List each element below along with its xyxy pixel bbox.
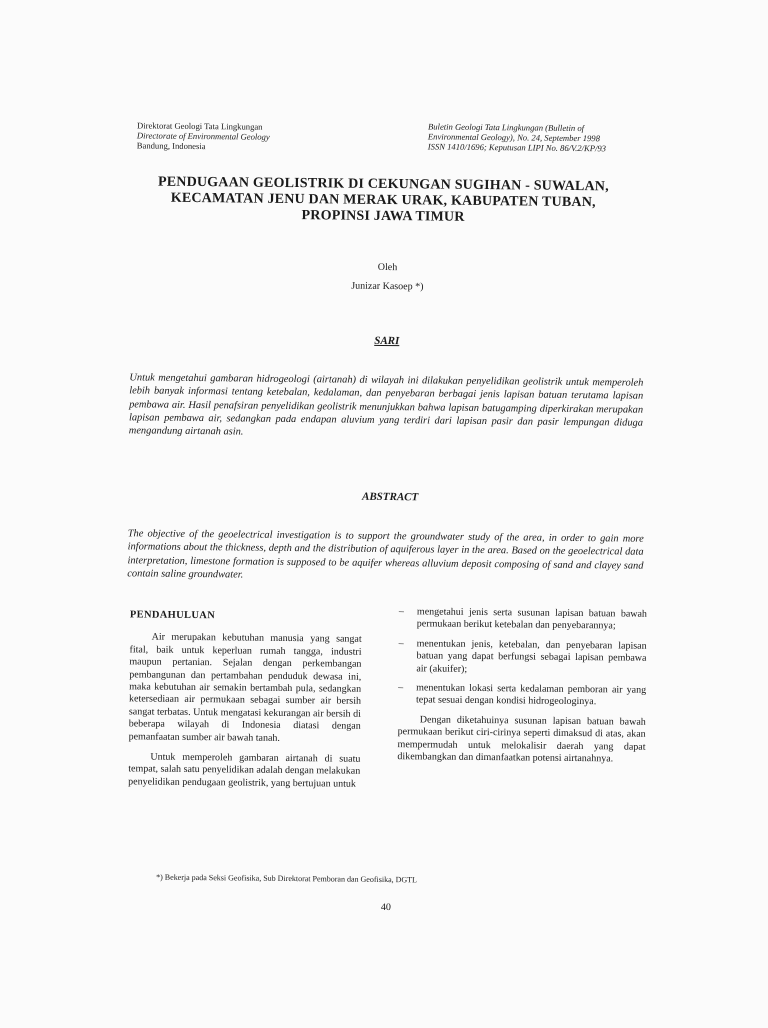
sari-heading: SARI — [374, 334, 400, 348]
paper-title — [133, 174, 633, 227]
author-footnote: *) Bekerja pada Seksi Geofisika, Sub Direktorat Pemboran dan Geofisika, DGTL — [156, 872, 418, 885]
institution-location: Bandung, Indonesia — [136, 140, 206, 152]
journal-header — [428, 121, 658, 153]
left-column — [128, 609, 362, 799]
institution-name-id: Direktorat Geologi Tata Lingkungan — [136, 120, 263, 132]
institution-name-en: Directorate of Environmental Geology — [136, 130, 270, 142]
author-name: Junizar Kasoep *) — [351, 280, 424, 293]
right-column — [397, 606, 647, 774]
sari-text: Untuk mengetahui gambaran hidrogeologi (airtanah) di wilayah ini dilakukan penyelidikan geolistrik untuk memperoleh lebih banyak informasi tentang ketebalan, kedalaman, dan penyebaran berbagai jenis lapisan batuan terutama lapisan pembawa air. Hasil penafsiran penyelidikan geolistrik menunjukkan bahwa lapisan batugamping diperkirakan merupakan lapisan pembawa air, sedangkan pada endapan aluvium yang terdiri dari lapisan pasir dan pasir lempungan diduga mengandung airtanah asin. — [128, 372, 644, 438]
abstract-heading: ABSTRACT — [361, 490, 419, 504]
abstract-text: The objective of the geoelectrical investigation is to support the groundwater study of the area, in order to gain more informations about the thickness, depth and the distribution of aquiferous layer in the area. Based on the geoelectrical data interpretation, limestone formation is supposed to be aquifer whereas alluvium deposit composing of sand and clayey sand contain saline groundwater. — [127, 528, 644, 581]
byline-label: Oleh — [377, 261, 398, 274]
journal-line-3: ISSN 1410/1696; Keputusan LIPI No. 86/V.2/KP/93 — [427, 141, 607, 154]
list-item — [398, 638, 646, 678]
intro-closing-paragraph: Dengan diketahuinya susunan lapisan batuan bawah permukaan berikut ciri-cirinya seperti dimaksud di atas, akan mempermudah untuk melokalisir daerah yang dapat dikembangkan dan dimanfaatkan potensi airtanahnya. — [397, 714, 646, 765]
title-line-2: KECAMATAN JENU DAN MERAK URAK, KABUPATEN TUBAN, — [170, 190, 596, 211]
list-item — [398, 682, 646, 709]
section-heading-pendahuluan: PENDAHULUAN — [129, 609, 216, 622]
list-item-text: menentukan jenis, ketebalan, dan penyebaran lapisan batuan yang dapat berfungsi sebagai lapisan pembawa air (akuifer); — [416, 638, 647, 675]
intro-paragraph-2: Untuk memperoleh gambaran airtanah di suatu tempat, salah satu penyelidikan adalah dengan melakukan penyelidikan pendugaan geolistrik, yang bertujuan untuk — [128, 751, 361, 790]
bullet-dash: – — [398, 682, 404, 694]
journal-line-2: Environmental Geology), No. 24, September 1998 — [427, 131, 600, 144]
bullet-dash: – — [398, 606, 405, 618]
title-line-3: PROPINSI JAWA TIMUR — [301, 208, 465, 225]
list-item-text: menentukan lokasi serta kedalaman pemboran air yang tepat sesuai dengan kondisi hidrogeologinya. — [415, 682, 647, 708]
title-line-1: PENDUGAAN GEOLISTRIK DI CEKUNGAN SUGIHAN - SUWALAN, — [157, 174, 609, 195]
journal-line-1: Buletin Geologi Tata Lingkungan (Bulletin of — [427, 121, 585, 134]
page-number: 40 — [380, 901, 391, 914]
list-item — [399, 606, 647, 633]
institution-header — [137, 120, 270, 151]
intro-paragraph-1: Air merupakan kebutuhan manusia yang sangat fital, baik untuk keperluan rumah tangga, industri maupun pertanian. Sejalan dengan perkembangan pembangunan dan pertambahan penduduk dewasa ini, maka kebutuhan air semakin bertambah pula, sedangkan ketersediaan air permukaan sebagai sumber air bersih sangat terbatas. Untuk mengatasi kekurangan air bersih di beberapa wilayah di Indonesia diatasi dengan pemanfaatan sumber air bawah tanah. — [128, 631, 362, 744]
list-item-text: mengetahui jenis serta susunan lapisan batuan bawah permukaan berikut ketebalan dan penyebarannya; — [416, 606, 648, 632]
bullet-dash: – — [398, 637, 404, 650]
